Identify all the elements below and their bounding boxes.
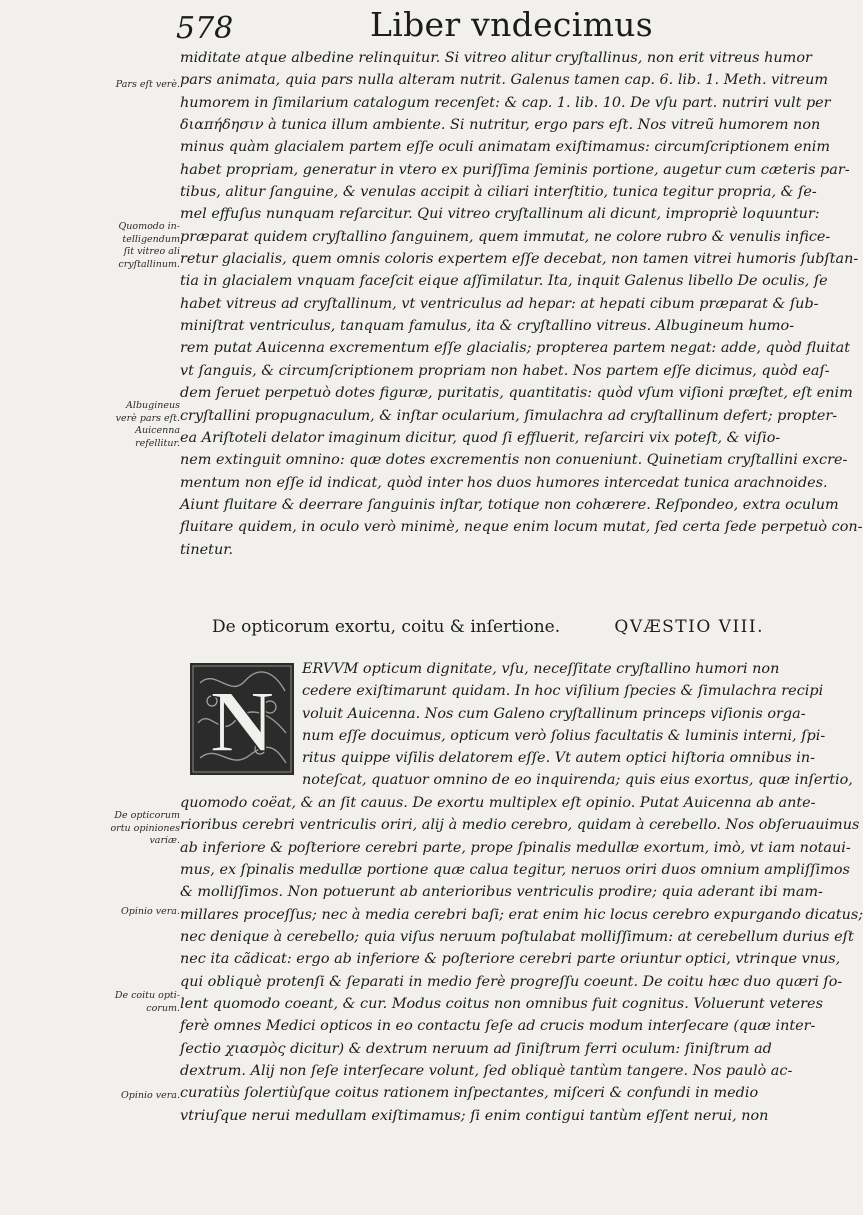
text-line: lent quomodo coeant, & cur. Modus coitus non omnibus fuit cognitus. Voluerunt veteres <box>180 996 823 1013</box>
text-line: qui obliquè protenſi & ſeparati in medio ferè progreſſu coeunt. De coitu hæc duo quæri ſo- <box>180 973 843 990</box>
text-line: retur glacialis, quem omnis coloris expertem eſſe decebat, non tamen vitrei humoris ſubſtan- <box>180 251 859 268</box>
margin-note-line: variæ. <box>149 835 180 846</box>
margin-note-line: ſit vitreo ali <box>123 246 180 257</box>
text-line: dextrum. Alij non ſeſe interſecare volunt, ſed obliquè tantùm tangere. Nos paulò ac- <box>180 1063 793 1080</box>
text-line: mus, ex ſpinalis medullæ portione quæ calua tegitur, neruos oriri duos omnium ampliſſimos <box>180 862 850 879</box>
margin-note-line: ortu opiniones <box>110 822 180 834</box>
margin-note-line: Quomodo in- <box>118 221 180 232</box>
text-line: nec denique à cerebello; quia viſus neruum poſtulabat molliſſimum: at cerebellum durius eſt <box>180 929 854 946</box>
text-line: cryſtallini propugnaculum, & inſtar ocularium, ſimulachra ad cryſtallinum defert; propter- <box>180 407 838 424</box>
text-line: curatiùs ſolertiùſque coitus rationem inſpectantes, miſceri & confundi in medio <box>180 1085 759 1102</box>
margin-note-line: cryſtallinum. <box>118 258 180 270</box>
margin-note <box>96 221 180 271</box>
page-number: 578 <box>176 11 234 46</box>
margin-note-line: corum. <box>146 1002 180 1014</box>
text-line: ſectio χιασμὸς dicitur) & dextrum neruum ad ſiniſtrum ferri oculum: ſiniſtrum ad <box>180 1040 772 1057</box>
text-line: dem ſeruet perpetuò dotes figuræ, puritatis, quantitatis: quòd vſum viſioni præſtet, eſt enim <box>180 385 853 402</box>
text-line: nec ita cãdicat: ergo ab inferiore & poſteriore cerebri parte oriuntur optici, vtrinque vnus, <box>180 951 841 968</box>
text-line: rem putat Auicenna excrementum eſſe glacialis; propterea partem negat: adde, quòd fluitat <box>180 340 851 357</box>
text-line: vt ſanguis, & circumſcriptionem propriam non habet. Nos partem eſſe dicimus, quòd eaſ- <box>180 362 830 379</box>
text-line: num eſſe docuimus, opticum verò ſolius facultatis & luminis interni, ſpi- <box>302 727 826 744</box>
text-line: ea Ariſtoteli delator imaginum dicitur, quod ſi effluerit, reſarciri vix poteſt, & viſio- <box>180 429 781 446</box>
text-line: habet propriam, generatur in vtero ex puriſſima ſeminis portione, augetur cum cæteris par- <box>180 161 850 178</box>
section-heading <box>212 613 768 643</box>
text-line: nem extinguit omnino: quæ dotes excrementis non conueniunt. Quinetiam cryſtallini excre- <box>180 452 848 469</box>
margin-note-line: Pars eſt verè. <box>115 79 180 90</box>
text-line: ritus quippe viſilis delatorem eſſe. Vt autem optici hiſtoria omnibus in- <box>302 750 815 767</box>
running-title: Liber vndecimus <box>370 5 653 44</box>
initial-ornament <box>190 663 294 775</box>
text-line: & molliſſimos. Non potuerunt ab anterioribus ventriculis prodire; quia aderant ibi mam- <box>180 884 823 901</box>
text-line: tibus, alitur ſanguine, & venulas accipit à ciliari interſtitio, tunica tegitur propria, & ſe- <box>180 184 817 201</box>
text-line: Aiunt fluitare & deerrare ſanguinis inſtar, totique non cohærere. Reſpondeo, extra oculum <box>180 496 839 513</box>
margin-note <box>96 79 180 92</box>
margin-note-line: refellitur. <box>135 437 180 449</box>
text-line: præparat quidem cryſtallino ſanguinem, quem immutat, ne colore rubro & venulis infice- <box>180 228 831 245</box>
text-line: humorem in ſimilarium catalogum recenſet: & cap. 1. lib. 10. De vſu part. nutriri vult per <box>180 94 831 111</box>
text-line: mel effuſus nunquam reſarcitur. Qui vitreo cryſtallinum ali dicunt, impropriè loquuntur: <box>180 206 820 223</box>
text-line: tinetur. <box>180 541 234 558</box>
margin-note <box>96 906 180 919</box>
text-line: vtriuſque nerui medullam exiſtimamus; ſi enim contigui tantùm eſſent nerui, non <box>180 1107 769 1124</box>
text-line: noteſcat, quatuor omnino de eo inquirenda; quis eius exortus, quæ inſertio, <box>302 772 853 789</box>
text-line: quomodo coëat, & an ſit cauus. De exortu multiplex eſt opinio. Putat Auicenna ab ante- <box>180 795 816 811</box>
text-block-1 <box>180 47 863 561</box>
text-line: fluitare quidem, in oculo verò minimè, neque enim locum mutat, ſed certa ſede perpetuò con- <box>180 519 863 536</box>
text-line: cedere exiſtimarunt quidam. In hoc viſilium ſpecies & ſimulachra recipi <box>302 683 824 700</box>
text-line: ERVVM opticum dignitate, vſu, neceſſitate cryſtallino humori non <box>302 661 780 677</box>
text-line: ferè omnes Medici opticos in eo contactu ſeſe ad crucis modum interſecare (quæ inter- <box>180 1018 816 1035</box>
margin-note-line: De coitu opti- <box>114 990 180 1001</box>
margin-note-line: Auicenna <box>135 425 180 436</box>
margin-note-line: verè pars eſt. <box>115 412 180 424</box>
decorated-initial <box>190 663 294 775</box>
text-line: habet vitreus ad cryſtallinum, vt ventriculus ad hepar: at hepati cibum præparat & ſub- <box>180 295 819 312</box>
margin-note-line: Opinio vera. <box>120 1090 180 1101</box>
margin-note <box>96 400 180 450</box>
text-line: διαπήδησιν à tunica illum ambiente. Si nutritur, ergo pars eſt. Nos vitreũ humorem non <box>180 117 821 134</box>
text-line: rioribus cerebri ventriculis oriri, alij à medio cerebro, quidam à cerebello. Nos obſeruauimus <box>180 817 860 834</box>
text-line: millares proceſſus; nec à media cerebri baſi; erat enim hic locus cerebro expurgando dicatus; <box>180 906 863 923</box>
margin-note-line: De opticorum <box>114 810 180 821</box>
text-line: voluit Auicenna. Nos cum Galeno cryſtallinum princeps viſionis orga- <box>302 705 806 722</box>
text-block-2-intro <box>302 658 853 792</box>
margin-note-line: Opinio vera. <box>120 906 180 917</box>
question-label: QVÆSTIO VIII. <box>614 617 764 637</box>
initial-letter: N <box>210 674 274 771</box>
text-line: minus quàm glacialem partem eſſe oculi animatam exiſtimamus: circumſcriptionem enim <box>180 139 831 156</box>
margin-note <box>96 810 180 848</box>
text-line: ab inferiore & poſteriore cerebri parte, prope ſpinalis medullæ exortum, imò, vt iam notaui- <box>180 839 851 856</box>
text-line: mentum non eſſe id indicat, quòd inter hos duos humores intercedat tunica arachnoides. <box>180 474 828 491</box>
margin-note-line: Albugineus <box>126 400 180 411</box>
text-line: miniſtrat ventriculus, tanquam famulus, ita & cryſtallino vitreus. Albugineum humo- <box>180 318 795 335</box>
margin-note <box>96 1090 180 1103</box>
text-line: pars animata, quia pars nulla alteram nutrit. Galenus tamen cap. 6. lib. 1. Meth. vitreum <box>180 72 828 89</box>
text-line: miditate atque albedine relinquitur. Si vitreo alitur cryſtallinus, non erit vitreus humor <box>180 50 812 66</box>
text-line: tia in glacialem vnquam faceſcit eique aſſimilatur. Ita, inquit Galenus libello De oculis, ſe <box>180 273 828 290</box>
margin-note <box>96 990 180 1015</box>
text-block-2 <box>180 792 863 1127</box>
section-title: De opticorum exortu, coitu & inſertione. <box>212 617 561 637</box>
margin-note-line: telligendum <box>122 233 180 245</box>
